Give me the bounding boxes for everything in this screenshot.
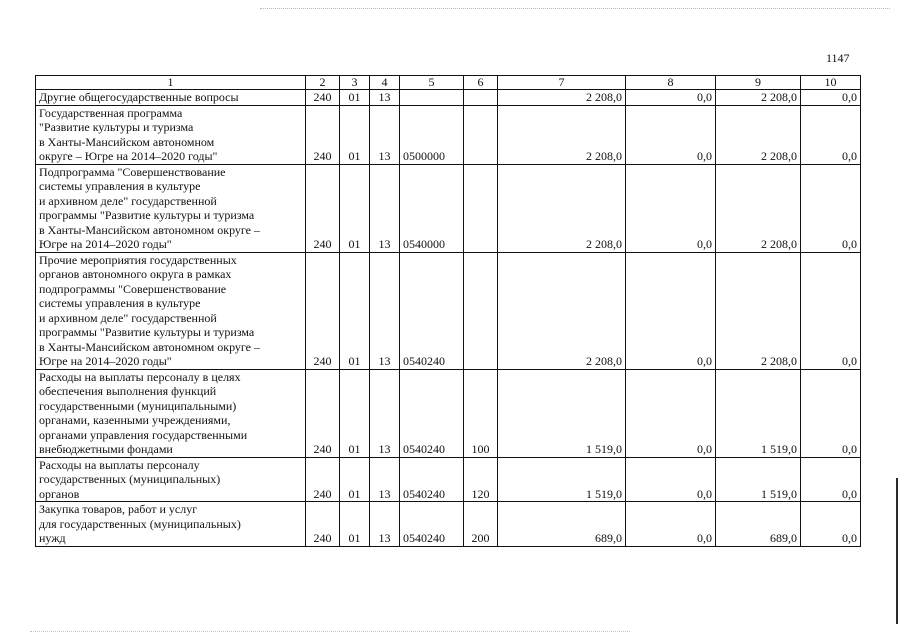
amount-col-10: 0,0 xyxy=(801,252,861,369)
subsection-code: 13 xyxy=(370,90,400,106)
column-header: 5 xyxy=(400,76,464,90)
row-description: Государственная программа "Развитие культуры и туризма в Ханты-Мансийском автономном округе – Югре на 2014–2020 годы" xyxy=(36,105,306,164)
expense-type-code: 200 xyxy=(464,502,498,547)
section-code: 240 xyxy=(306,105,340,164)
expense-type-code xyxy=(464,164,498,252)
chapter-code: 01 xyxy=(340,105,370,164)
column-header: 3 xyxy=(340,76,370,90)
subsection-code: 13 xyxy=(370,164,400,252)
column-number-header xyxy=(36,76,861,90)
target-article-code: 0540240 xyxy=(400,252,464,369)
target-article-code: 0540240 xyxy=(400,369,464,457)
table-row xyxy=(36,90,861,106)
amount-total: 2 208,0 xyxy=(498,105,626,164)
amount-total: 689,0 xyxy=(498,502,626,547)
table-row xyxy=(36,164,861,252)
section-code: 240 xyxy=(306,457,340,502)
column-header: 7 xyxy=(498,76,626,90)
chapter-code: 01 xyxy=(340,90,370,106)
amount-col-8: 0,0 xyxy=(626,105,716,164)
amount-col-8: 0,0 xyxy=(626,90,716,106)
section-code: 240 xyxy=(306,90,340,106)
table-row xyxy=(36,105,861,164)
column-header: 8 xyxy=(626,76,716,90)
chapter-code: 01 xyxy=(340,457,370,502)
column-header: 6 xyxy=(464,76,498,90)
budget-table xyxy=(35,75,861,547)
subsection-code: 13 xyxy=(370,105,400,164)
amount-col-10: 0,0 xyxy=(801,457,861,502)
expense-type-code xyxy=(464,252,498,369)
target-article-code: 0540240 xyxy=(400,502,464,547)
subsection-code: 13 xyxy=(370,502,400,547)
column-header: 1 xyxy=(36,76,306,90)
scan-noise-top xyxy=(260,8,890,9)
amount-total: 2 208,0 xyxy=(498,90,626,106)
amount-col-8: 0,0 xyxy=(626,457,716,502)
amount-col-9: 689,0 xyxy=(716,502,801,547)
amount-col-8: 0,0 xyxy=(626,252,716,369)
amount-col-9: 2 208,0 xyxy=(716,252,801,369)
column-header: 2 xyxy=(306,76,340,90)
subsection-code: 13 xyxy=(370,252,400,369)
amount-total: 1 519,0 xyxy=(498,369,626,457)
page-number: 1147 xyxy=(826,51,850,65)
amount-col-10: 0,0 xyxy=(801,164,861,252)
amount-col-8: 0,0 xyxy=(626,369,716,457)
target-article-code: 0540000 xyxy=(400,164,464,252)
target-article-code: 0540240 xyxy=(400,457,464,502)
chapter-code: 01 xyxy=(340,369,370,457)
amount-col-8: 0,0 xyxy=(626,164,716,252)
amount-col-9: 2 208,0 xyxy=(716,164,801,252)
section-code: 240 xyxy=(306,502,340,547)
table-row xyxy=(36,457,861,502)
row-description: Прочие мероприятия государственных органов автономного округа в рамках подпрограммы "Совершенствование системы управления в культуре и архивном деле" государственной программы "Развитие культуры и туризма в Ханты-Мансийском автономном округе – Югре на 2014–2020 годы" xyxy=(36,252,306,369)
column-header: 9 xyxy=(716,76,801,90)
amount-col-9: 1 519,0 xyxy=(716,457,801,502)
amount-total: 2 208,0 xyxy=(498,252,626,369)
amount-col-10: 0,0 xyxy=(801,369,861,457)
column-header: 10 xyxy=(801,76,861,90)
amount-col-9: 2 208,0 xyxy=(716,105,801,164)
chapter-code: 01 xyxy=(340,164,370,252)
target-article-code: 0500000 xyxy=(400,105,464,164)
expense-type-code xyxy=(464,90,498,106)
row-description: Расходы на выплаты персоналу государственных (муниципальных) органов xyxy=(36,457,306,502)
amount-col-10: 0,0 xyxy=(801,90,861,106)
section-code: 240 xyxy=(306,252,340,369)
subsection-code: 13 xyxy=(370,457,400,502)
chapter-code: 01 xyxy=(340,252,370,369)
scan-noise-bottom xyxy=(30,631,630,632)
expense-type-code xyxy=(464,105,498,164)
amount-col-9: 2 208,0 xyxy=(716,90,801,106)
scan-edge-mark xyxy=(896,478,898,624)
row-description: Другие общегосударственные вопросы xyxy=(36,90,306,106)
table-row xyxy=(36,252,861,369)
column-header: 4 xyxy=(370,76,400,90)
expense-type-code: 120 xyxy=(464,457,498,502)
row-description: Подпрограмма "Совершенствование системы управления в культуре и архивном деле" государственной программы "Развитие культуры и туризма в Ханты-Мансийском автономном округе – Югре на 2014–2020 годы" xyxy=(36,164,306,252)
section-code: 240 xyxy=(306,164,340,252)
amount-total: 2 208,0 xyxy=(498,164,626,252)
amount-col-8: 0,0 xyxy=(626,502,716,547)
table-row xyxy=(36,369,861,457)
row-description: Закупка товаров, работ и услуг для государственных (муниципальных) нужд xyxy=(36,502,306,547)
row-description: Расходы на выплаты персоналу в целях обеспечения выполнения функций государственными (муниципальными) органами, казенными учреждениями, органами управления государственными внебюджетными фондами xyxy=(36,369,306,457)
amount-total: 1 519,0 xyxy=(498,457,626,502)
chapter-code: 01 xyxy=(340,502,370,547)
target-article-code xyxy=(400,90,464,106)
subsection-code: 13 xyxy=(370,369,400,457)
amount-col-10: 0,0 xyxy=(801,105,861,164)
amount-col-9: 1 519,0 xyxy=(716,369,801,457)
expense-type-code: 100 xyxy=(464,369,498,457)
section-code: 240 xyxy=(306,369,340,457)
table-row xyxy=(36,502,861,547)
amount-col-10: 0,0 xyxy=(801,502,861,547)
